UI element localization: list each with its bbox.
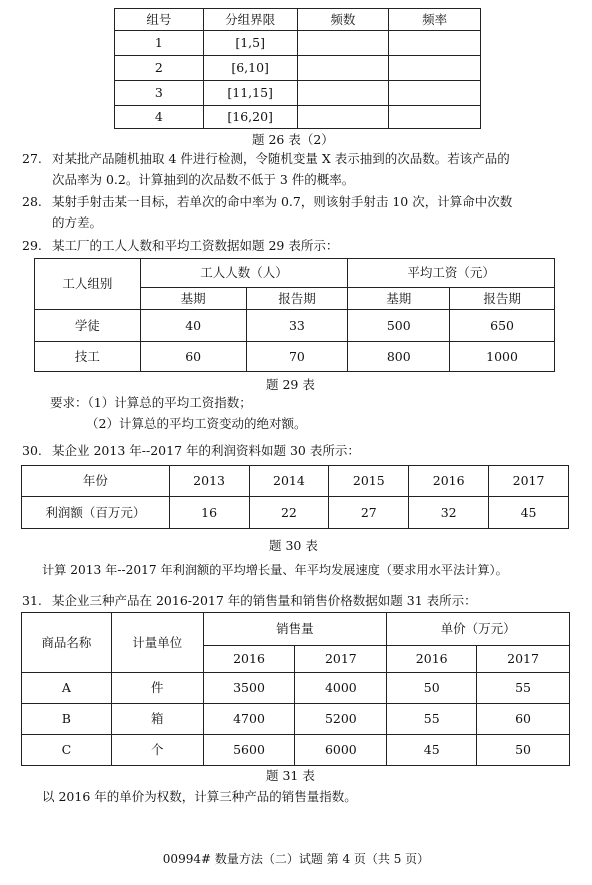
table-cell: 1: [115, 31, 204, 56]
table-cell: 70: [246, 342, 348, 372]
table-31-subheader: 2016: [387, 646, 477, 673]
table-cell: 学徒: [35, 310, 141, 342]
question-text: 某射手射击某一目标，若单次的命中率为 0.7，则该射手射击 10 次，计算命中次数: [52, 194, 513, 209]
table-31-subheader: 2017: [295, 646, 387, 673]
table-row: [22, 704, 570, 735]
table-row: [35, 310, 555, 342]
table-31-unit-header: 计量单位: [111, 613, 203, 673]
question-31: [22, 590, 582, 611]
table-row: [115, 56, 481, 81]
table-cell: 个: [111, 735, 203, 766]
question-30-instruction: 计算 2013 年--2017 年利润额的平均增长量、年平均发展速度（要求用水平法计算）。: [42, 563, 508, 577]
table-30-profit-label: 利润额（百万元）: [22, 497, 170, 529]
question-31-instruction: 以 2016 年的单价为权数，计算三种产品的销售量指数。: [42, 789, 357, 804]
page-footer: 00994# 数量方法（二）试题 第 4 页（共 5 页）: [162, 852, 430, 866]
table-cell: 5200: [295, 704, 387, 735]
table-cell: 2017: [489, 466, 569, 497]
table-30-year-label: 年份: [22, 466, 170, 497]
table-cell: 55: [477, 673, 570, 704]
table-cell: 5600: [203, 735, 295, 766]
table-cell: B: [22, 704, 112, 735]
table-cell: 3500: [203, 673, 295, 704]
question-text: 次品率为 0.2。计算抽到的次品数不低于 3 件的概率。: [52, 172, 355, 187]
table-cell: 2: [115, 56, 204, 81]
table-cell: 40: [140, 310, 246, 342]
requirement-1: 要求：（1）计算总的平均工资指数；: [50, 395, 252, 410]
table-cell: 2015: [329, 466, 409, 497]
table-31-sales-header: 销售量: [203, 613, 387, 646]
question-number: 31.: [22, 593, 42, 608]
question-number: 27.: [22, 151, 42, 166]
question-text: 对某批产品随机抽取 4 件进行检测，令随机变量 X 表示抽到的次品数。若该产品的: [52, 151, 510, 166]
table-29-header-workers: 工人人数（人）: [140, 259, 348, 288]
table-29: [34, 258, 555, 372]
question-number: 28.: [22, 194, 42, 209]
table-26-header: 分组界限: [203, 9, 297, 31]
table-cell: 650: [450, 310, 555, 342]
table-cell: 60: [477, 704, 570, 735]
table-cell: 16: [169, 497, 249, 529]
table-29-group-header: 工人组别: [35, 259, 141, 310]
table-29-subheader: 基期: [348, 288, 450, 310]
table-cell: 55: [387, 704, 477, 735]
question-text: 某企业 2013 年--2017 年的利润资料如题 30 表所示：: [52, 443, 360, 458]
question-text: 的方差。: [52, 215, 103, 230]
table-cell: 4: [115, 106, 204, 129]
table-row: [115, 31, 481, 56]
table-30-caption: 题 30 表: [269, 538, 318, 553]
table-26-header: 频数: [297, 9, 389, 31]
table-cell: [297, 81, 389, 106]
table-29-subheader: 报告期: [450, 288, 555, 310]
table-cell: 2016: [409, 466, 489, 497]
table-cell: 45: [387, 735, 477, 766]
table-row: [22, 497, 569, 529]
question-number: 29.: [22, 238, 42, 253]
table-cell: [297, 106, 389, 129]
table-26-header: 频率: [389, 9, 481, 31]
table-31-caption: 题 31 表: [266, 768, 315, 783]
table-cell: 6000: [295, 735, 387, 766]
table-cell: [389, 31, 481, 56]
table-26-header: 组号: [115, 9, 204, 31]
question-text: 某工厂的工人人数和平均工资数据如题 29 表所示：: [52, 238, 339, 253]
table-cell: 4700: [203, 704, 295, 735]
table-31-name-header: 商品名称: [22, 613, 112, 673]
table-cell: 33: [246, 310, 348, 342]
table-31: [21, 612, 570, 766]
table-29-subheader: 基期: [140, 288, 246, 310]
table-26: [114, 8, 481, 129]
table-row: [35, 342, 555, 372]
table-cell: [1,5]: [203, 31, 297, 56]
question-29: [22, 235, 582, 256]
table-row: [22, 673, 570, 704]
table-row: [115, 106, 481, 129]
table-cell: [389, 106, 481, 129]
table-cell: [11,15]: [203, 81, 297, 106]
table-cell: 2014: [249, 466, 329, 497]
table-31-price-header: 单价（万元）: [387, 613, 570, 646]
table-29-caption: 题 29 表: [266, 377, 315, 392]
table-cell: 3: [115, 81, 204, 106]
table-cell: [297, 56, 389, 81]
question-text: 某企业三种产品在 2016-2017 年的销售量和销售价格数据如题 31 表所示：: [52, 593, 477, 608]
table-31-subheader: 2016: [203, 646, 295, 673]
table-cell: C: [22, 735, 112, 766]
question-number: 30.: [22, 443, 42, 458]
requirement-2: （2）计算总的平均工资变动的绝对额。: [86, 416, 307, 431]
table-cell: 50: [387, 673, 477, 704]
table-cell: [389, 56, 481, 81]
question-30: [22, 440, 582, 461]
table-cell: 4000: [295, 673, 387, 704]
table-26-caption: 题 26 表（2）: [252, 132, 334, 147]
table-row: [22, 735, 570, 766]
table-cell: [6,10]: [203, 56, 297, 81]
table-cell: 技工: [35, 342, 141, 372]
table-31-subheader: 2017: [477, 646, 570, 673]
table-29-header-wage: 平均工资（元）: [348, 259, 555, 288]
table-cell: 27: [329, 497, 409, 529]
table-cell: [16,20]: [203, 106, 297, 129]
table-30: [21, 465, 569, 529]
table-cell: 500: [348, 310, 450, 342]
table-cell: 800: [348, 342, 450, 372]
table-cell: 件: [111, 673, 203, 704]
table-cell: 1000: [450, 342, 555, 372]
question-28: [22, 191, 582, 233]
table-cell: 60: [140, 342, 246, 372]
table-cell: 箱: [111, 704, 203, 735]
table-cell: [297, 31, 389, 56]
table-cell: [389, 81, 481, 106]
table-cell: A: [22, 673, 112, 704]
table-cell: 2013: [169, 466, 249, 497]
table-row: [22, 466, 569, 497]
table-cell: 45: [489, 497, 569, 529]
table-cell: 22: [249, 497, 329, 529]
question-27: [22, 148, 582, 190]
table-row: [115, 81, 481, 106]
table-cell: 50: [477, 735, 570, 766]
table-29-subheader: 报告期: [246, 288, 348, 310]
table-cell: 32: [409, 497, 489, 529]
